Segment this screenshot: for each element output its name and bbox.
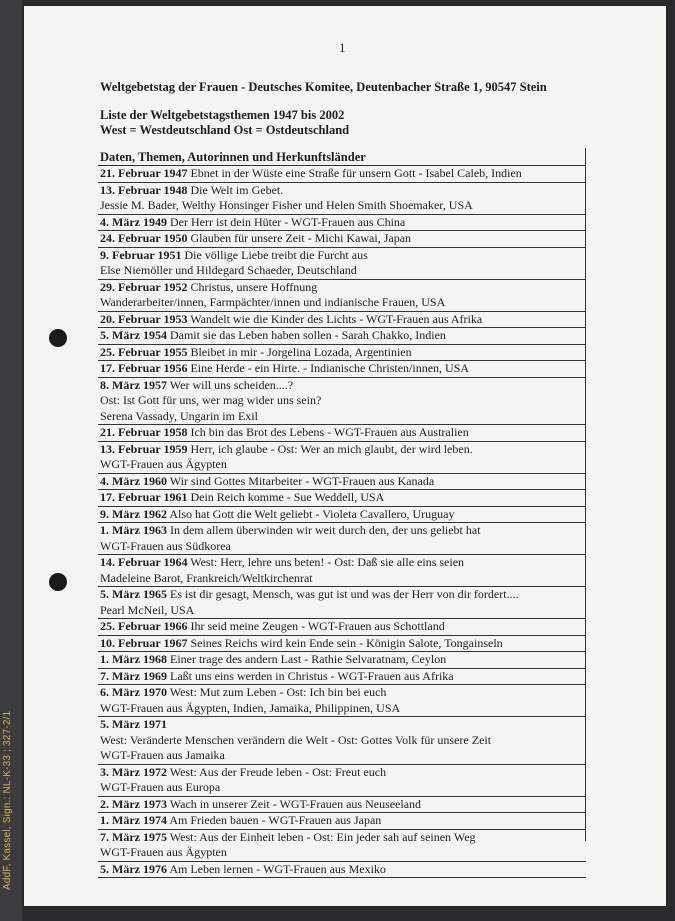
entry-date: 29. Februar 1952 — [100, 279, 188, 294]
table-row — [98, 166, 586, 183]
entry-date: 21. Februar 1947 — [100, 166, 188, 180]
table-row — [98, 830, 586, 862]
entry-text: WGT-Frauen aus Ägypten — [100, 845, 227, 859]
punch-hole-bottom — [49, 573, 67, 591]
entry-text: Seines Reichs wird kein Ende sein - Königin Salote, Tongainseln — [187, 635, 503, 650]
entry-text: West: Aus der Freude leben - Ost: Freut euch — [166, 764, 387, 779]
entry-text: Wer will uns scheiden....? — [166, 377, 294, 392]
table-row — [98, 345, 586, 362]
entry-date: 3. März 1972 — [100, 764, 167, 779]
entry-date: 5. März 1954 — [100, 328, 167, 342]
entry-text: Herr, ich glaube - Ost: Wer an mich glaubt, der wird leben. — [187, 441, 473, 456]
entry-text: Ebnet in der Wüste eine Straße für unsern Gott - Isabel Caleb, Indien — [187, 166, 522, 180]
entry-date: 17. Februar 1961 — [100, 490, 188, 504]
entry-date: 2. März 1973 — [100, 796, 167, 811]
entry-line — [100, 166, 584, 182]
table-row — [98, 361, 586, 378]
entry-date: 17. Februar 1956 — [100, 361, 188, 375]
table-row — [98, 652, 586, 669]
entry-line — [100, 361, 584, 377]
entry-text: WGT-Frauen aus Jamaika — [100, 748, 225, 762]
entry-text: Laßt uns eins werden in Christus - WGT-Frauen aus Afrika — [166, 668, 454, 683]
table-row — [98, 507, 586, 524]
entry-date: 1. März 1968 — [100, 652, 167, 666]
entry-text: West: Veränderte Menschen verändern die Welt - Ost: Gottes Volk für unsere Zeit — [100, 732, 492, 747]
entry-line — [100, 231, 584, 247]
entry-line — [100, 571, 584, 587]
entry-line — [100, 312, 584, 328]
entry-line — [100, 717, 584, 733]
entry-text: Glauben für unsere Zeit - Michi Kawai, Japan — [187, 231, 412, 245]
entry-line — [100, 652, 584, 668]
entry-line — [100, 345, 584, 361]
table-row — [98, 765, 586, 797]
entry-text: WGT-Frauen aus Europa — [100, 780, 221, 794]
entry-line — [100, 215, 584, 231]
page-number: 1 — [339, 40, 346, 55]
entry-text: Einer trage des andern Last - Rathie Selvaratnam, Ceylon — [166, 652, 447, 666]
entry-text: Dein Reich komme - Sue Weddell, USA — [187, 490, 385, 504]
table-row — [98, 280, 586, 312]
entry-date: 13. Februar 1948 — [100, 182, 188, 197]
entry-text: WGT-Frauen aus Ägypten — [100, 457, 227, 471]
entry-date: 24. Februar 1950 — [100, 231, 188, 245]
entry-date: 25. Februar 1966 — [100, 619, 188, 633]
entry-line — [100, 263, 584, 279]
entry-line — [100, 490, 584, 506]
entry-line — [100, 797, 584, 813]
entry-line — [100, 701, 584, 717]
table-row — [98, 231, 586, 248]
entry-date: 8. März 1957 — [100, 377, 167, 392]
table-row — [98, 474, 586, 491]
entry-text: Die völlige Liebe treibt die Furcht aus — [181, 247, 368, 262]
entry-line — [100, 669, 584, 685]
table-row — [98, 717, 586, 765]
entry-line — [100, 183, 584, 199]
table-row — [98, 797, 586, 814]
entry-line — [100, 393, 584, 409]
table-row — [98, 248, 586, 280]
entry-line — [100, 845, 584, 861]
entry-text: Ich bin das Brot des Lebens - WGT-Frauen aus Australien — [187, 425, 469, 439]
entry-date: 13. Februar 1959 — [100, 441, 188, 456]
table-row — [98, 425, 586, 442]
entry-date: 4. März 1949 — [100, 214, 167, 229]
entry-line — [100, 507, 584, 523]
entry-text: Am Frieden bauen - WGT-Frauen aus Japan — [166, 813, 382, 827]
entry-date: 1. März 1974 — [100, 813, 167, 827]
table-body — [98, 166, 586, 878]
table-row — [98, 619, 586, 636]
entry-text: Christus, unsere Hoffnung — [187, 279, 318, 294]
entry-text: Wach in unserer Zeit - WGT-Frauen aus Neuseeland — [166, 796, 422, 811]
entry-date: 4. März 1960 — [100, 473, 167, 488]
table-row — [98, 523, 586, 555]
legend-line: West = Westdeutschland Ost = Ostdeutschland — [100, 123, 350, 137]
organization-line: Weltgebetstag der Frauen - Deutsches Komitee, Deutenbacher Straße 1, 90547 Stein — [100, 80, 547, 94]
entry-date: 20. Februar 1953 — [100, 311, 188, 326]
entry-text: Wandelt wie die Kinder des Lichts - WGT-Frauen aus Afrika — [187, 311, 483, 326]
entry-date: 5. März 1971 — [100, 717, 167, 731]
table-row — [98, 215, 586, 232]
entry-date: 14. Februar 1964 — [100, 555, 188, 569]
entry-text: Es ist dir gesagt, Mensch, was gut ist und was der Herr von dir fordert.... — [166, 587, 519, 601]
table-row — [98, 490, 586, 507]
entry-text: Serena Vassady, Ungarin im Exil — [100, 408, 258, 423]
entry-date: 25. Februar 1955 — [100, 344, 188, 359]
entry-text: Else Niemöller und Hildegard Schaeder, Deutschland — [100, 263, 357, 277]
entry-text: Bleibet in mir - Jorgelina Lozada, Argentinien — [187, 344, 412, 359]
table-row — [98, 442, 586, 474]
table-row — [98, 685, 586, 717]
entry-date: 6. März 1970 — [100, 685, 167, 699]
entry-text: Madeleine Barot, Frankreich/Weltkirchenrat — [100, 570, 313, 585]
table-row — [98, 813, 586, 830]
table-row — [98, 378, 586, 426]
entry-line — [100, 813, 584, 829]
entry-line — [100, 603, 584, 619]
entry-date: 7. März 1975 — [100, 829, 167, 844]
entry-text: WGT-Frauen aus Südkorea — [100, 538, 231, 553]
list-title: Liste der Weltgebetstagsthemen 1947 bis 2002 — [100, 108, 345, 122]
entry-line — [100, 780, 584, 796]
entry-line — [100, 409, 584, 425]
entry-line — [100, 280, 584, 296]
entry-line — [100, 587, 584, 603]
entry-date: 9. Februar 1951 — [100, 247, 182, 262]
entry-line — [100, 748, 584, 764]
table-row — [98, 555, 586, 587]
table-row — [98, 862, 586, 879]
entry-date: 1. März 1963 — [100, 523, 167, 537]
table-header: Daten, Themen, Autorinnen und Herkunftsländer — [98, 148, 586, 166]
table-row — [98, 183, 586, 215]
table-row — [98, 587, 586, 619]
entry-line — [100, 636, 584, 652]
entry-date: 5. März 1976 — [100, 861, 167, 876]
entry-date: 10. Februar 1967 — [100, 635, 188, 650]
entry-text: In dem allem überwinden wir weit durch den, der uns geliebt hat — [166, 523, 481, 537]
entry-line — [100, 685, 584, 701]
table-row — [98, 328, 586, 345]
entry-text: Die Welt im Gebet. — [187, 182, 284, 197]
table-row — [98, 636, 586, 653]
entry-date: 21. Februar 1958 — [100, 425, 188, 439]
entry-date: 9. März 1962 — [100, 506, 167, 521]
entry-text: Wanderarbeiter/innen, Farmpächter/innen und indianische Frauen, USA — [100, 295, 446, 309]
entry-line — [100, 457, 584, 473]
entry-line — [100, 862, 584, 878]
entry-text: Eine Herde - ein Hirte. - Indianische Christen/innen, USA — [187, 361, 470, 375]
entry-text: Damit sie das Leben haben sollen - Sarah Chakko, Indien — [166, 328, 446, 342]
entry-text: Ost: Ist Gott für uns, wer mag wider uns sein? — [100, 393, 322, 407]
entry-text: West: Mut zum Leben - Ost: Ich bin bei euch — [166, 685, 387, 699]
entry-line — [100, 328, 584, 344]
table-row — [98, 312, 586, 329]
entry-text: West: Herr, lehre uns beten! - Ost: Daß sie alle eins seien — [187, 555, 465, 569]
entry-line — [100, 442, 584, 458]
punch-hole-top — [49, 329, 67, 347]
entry-text: Ihr seid meine Zeugen - WGT-Frauen aus Schottland — [187, 619, 445, 633]
entry-line — [100, 523, 584, 539]
entry-text: Wir sind Gottes Mitarbeiter - WGT-Frauen aus Kanada — [166, 473, 435, 488]
entry-text: Also hat Gott die Welt geliebt - Violeta Cavallero, Uruguay — [166, 506, 455, 521]
entry-text: Pearl McNeil, USA — [100, 602, 195, 617]
entry-line — [100, 248, 584, 264]
entry-text: WGT-Frauen aus Ägypten, Indien, Jamaika, Philippinen, USA — [100, 700, 401, 715]
entry-line — [100, 619, 584, 635]
entry-line — [100, 765, 584, 781]
entry-text: West: Aus der Einheit leben - Ost: Ein jeder sah auf seinen Weg — [166, 829, 476, 844]
themes-table — [98, 148, 586, 878]
entry-date: 7. März 1969 — [100, 668, 167, 683]
archive-signature-label: AddF, Kassel, Sign.: NL-K-33 ; 327-2/1 — [2, 710, 13, 890]
entry-line — [100, 539, 584, 555]
entry-text: Der Herr ist dein Hüter - WGT-Frauen aus China — [166, 214, 406, 229]
entry-line — [100, 830, 584, 846]
entry-line — [100, 425, 584, 441]
entry-text: Am Leben lernen - WGT-Frauen aus Mexiko — [166, 861, 386, 876]
entry-line — [100, 295, 584, 311]
entry-line — [100, 555, 584, 571]
entry-text: Jessie M. Bader, Welthy Honsinger Fisher und Helen Smith Shoemaker, USA — [100, 198, 473, 212]
entry-line — [100, 733, 584, 749]
table-row — [98, 669, 586, 686]
entry-line — [100, 474, 584, 490]
entry-line — [100, 198, 584, 214]
entry-line — [100, 378, 584, 394]
entry-date: 5. März 1965 — [100, 587, 167, 601]
